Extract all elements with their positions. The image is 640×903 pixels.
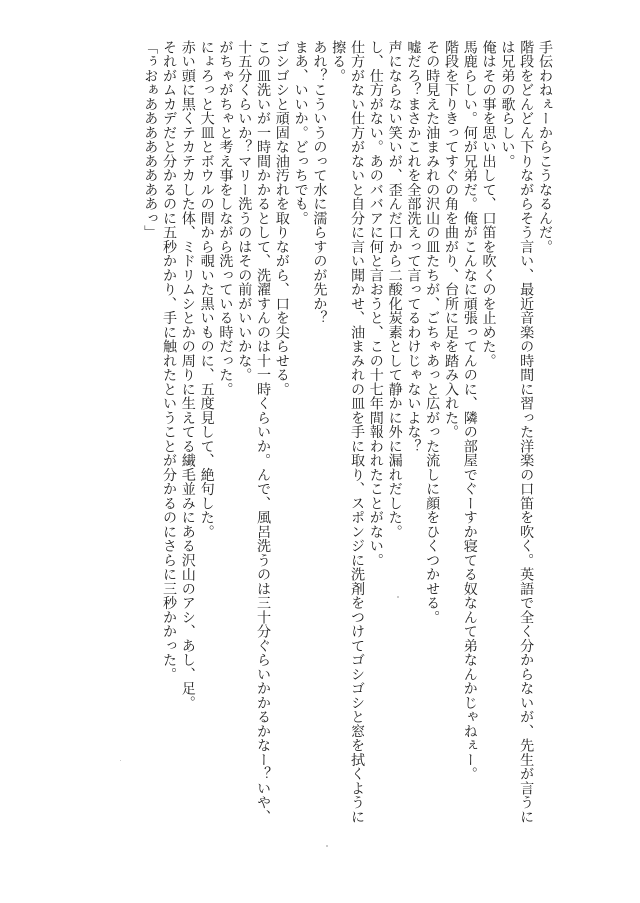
scan-speck [397,596,399,598]
text-line: ゴシゴシと頑固な油汚れを取りながら、口を尖らせる。 [273,40,290,397]
text-line: まあ、いいか。どっちでも。 [292,40,309,226]
text-line: 馬鹿らしい。何が兄弟だ。俺がこんなに頑張ってんのに、隣の部屋でぐーすか寝てる奴なんて弟なんかじゃねぇー。 [461,40,478,781]
text-line: 「ぅおぁああああああああっ」 [142,40,159,240]
text-line: それがムカデだと分かるのに五秒かかり、手に触れたということが分かるのにさらに三秒かかった。 [161,40,178,682]
text-line: あれ？こういうのって水に濡らすのが先か？ [311,40,328,325]
text-line: 俺はその事を思い出して、口笛を吹くのを止めた。 [480,40,497,368]
scan-speck [326,845,328,847]
text-line: この皿洗いが一時間かかるとして、洗濯すんのは十一時くらいか。んで、風呂洗うのは三十分ぐらいかかるかなー？いや、十五分くらいか？マリー洗うのはその前がいいかな。 [236,40,272,824]
text-line: 声にならない笑いが、歪んだ口から二酸化炭素として静かに外に漏れだした。 [386,40,403,539]
text-line: 手伝わねぇーからこうなるんだ。 [537,40,553,254]
text-line: 赤い頭に黒くテカテカした体、ミドリムシとかの周りに生えてる繊毛並みにある沢山のアシ、あし、足。 [179,40,196,710]
text-line: 嘘だろ？まさかこれを全部洗えって言ってるわけじゃないよな？ [405,40,422,454]
text-line: その時見えた油まみれの沢山の皿たちが、ごちゃあっと広がった流しに顔をひくつかせる。 [424,40,441,625]
text-line: にょろっと大皿とボウルの間から覗いた黒いものに、五度見して、絶句した。 [198,40,215,539]
vertical-text-body [84,40,554,830]
text-line: がちゃがちゃと考え事をしながら洗っている時だった。 [217,40,234,397]
text-line: 階段をどんどん下りながらそう言い、最近音楽の時間に習った洋楽の口笛を吹く。英語で全く分からないが、先生が言うには兄弟の歌らしい。 [499,40,535,824]
text-line: 階段を下りきってすぐの角を曲がり、台所に足を踏み入れた。 [443,40,460,439]
scan-speck [120,760,121,761]
text-line: 仕方がない仕方がないと自分に言い聞かせ、油まみれの皿を手に取り、スポンジに洗剤をつけてゴシゴシと窓を拭くように擦る。 [330,40,366,824]
text-line: し、仕方がない。あのババアに何と言おうと、この十七年間報われたことがない。 [367,40,384,568]
